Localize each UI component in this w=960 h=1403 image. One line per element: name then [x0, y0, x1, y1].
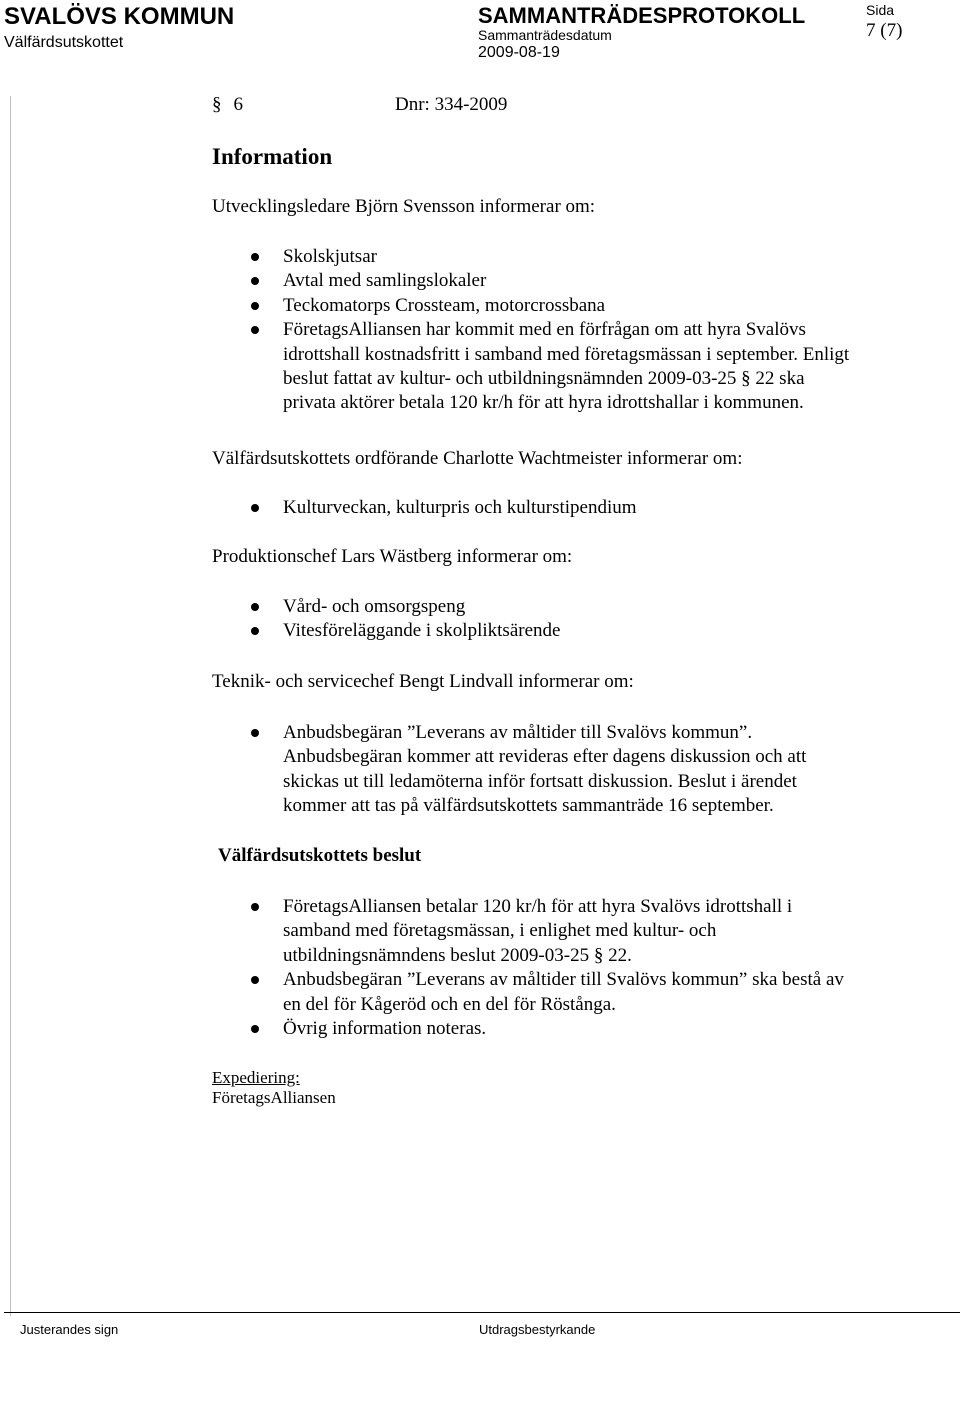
intro-text: Teknik- och servicechef Bengt Lindvall informerar om:	[212, 671, 634, 692]
list-item-line: skickas ut till ledamöterna inför fortsatt diskussion. Beslut i ärendet	[283, 770, 797, 792]
list-item-line: 22 ska	[755, 368, 805, 390]
list-item: Vitesföreläggande i skolpliktsärende	[247, 619, 560, 643]
bullet-list	[247, 245, 849, 416]
list-item-line: Anbudsbegäran ”Leverans av måltider till Svalövs kommun” ska bestå av	[283, 969, 844, 991]
list-item-line: FöretagsAlliansen har kommit med en förfrågan om att hyra Svalövs	[283, 319, 806, 341]
intro-text: Utvecklingsledare Björn Svensson informerar om:	[212, 196, 596, 217]
list-item	[247, 318, 849, 416]
list-item-line: Anbudsbegäran ”Leverans av måltider till Svalövs kommun”.	[283, 722, 753, 743]
list-item: Kulturveckan, kulturpris och kulturstipendium	[247, 496, 637, 520]
list-item-line: privata aktörer betala 120 kr/h för att hyra idrottshallar i kommunen.	[283, 392, 804, 414]
list-item: Teckomatorps Crossteam, motorcrossbana	[247, 294, 849, 318]
list-item-line: 22.	[608, 944, 632, 966]
meeting-date-label: Sammanträdesdatum	[478, 27, 612, 43]
list-item-line: idrottshall kostnadsfritt i samband med företagsmässan i september. Enligt	[283, 343, 850, 365]
list-item: Avtal med samlingslokaler	[247, 269, 849, 293]
list-item: Vård- och omsorgspeng	[247, 595, 560, 619]
section-sign: §	[212, 94, 222, 115]
section-sign: §	[593, 944, 604, 966]
decision-list	[247, 895, 844, 1041]
section-heading: Information	[212, 144, 333, 169]
bullet-list	[247, 595, 560, 644]
bullet-list	[247, 721, 806, 819]
list-item-line: Anbudsbegäran kommer att revideras efter dagens diskussion och att	[283, 746, 807, 768]
signature-label: Justerandes sign	[20, 1322, 119, 1337]
page-number: 7 (7)	[866, 20, 903, 41]
footer-rule	[4, 1312, 960, 1313]
committee-name: Välfärdsutskottet	[4, 34, 124, 51]
list-item-line: en del för Kågeröd och en del för Röstånga.	[283, 993, 616, 1015]
list-item	[247, 895, 844, 968]
list-item-line: kommer att tas på välfärdsutskottets sammanträde 16 september.	[283, 795, 774, 817]
section-sign: §	[741, 368, 751, 390]
document-type: SAMMANTRÄDESPROTOKOLL	[478, 3, 806, 28]
list-item: Övrig information noteras.	[247, 1017, 844, 1041]
list-item-line: FöretagsAlliansen betalar 120 kr/h för att hyra Svalövs idrottshall i	[283, 896, 793, 917]
list-item: Skolskjutsar	[247, 245, 849, 269]
organization-name: SVALÖVS KOMMUN	[4, 3, 235, 30]
extract-certification-label: Utdragsbestyrkande	[479, 1322, 596, 1337]
section-line	[212, 93, 507, 117]
list-item-line: beslut fattat av kultur- och utbildningsnämnden 2009-03-25	[283, 368, 737, 390]
intro-text: Välfärdsutskottets ordförande Charlotte Wachtmeister informerar om:	[212, 448, 743, 469]
case-number: Dnr: 334-2009	[395, 94, 508, 115]
intro-text: Produktionschef Lars Wästberg informerar om:	[212, 546, 573, 567]
meeting-date: 2009-08-19	[478, 44, 560, 61]
list-item	[247, 721, 806, 819]
list-item-line: samband med företagsmässan, i enlighet med kultur- och	[283, 920, 717, 942]
page-label: Sida	[866, 2, 895, 18]
expedition-recipient: FöretagsAlliansen	[212, 1088, 336, 1107]
decision-heading: Välfärdsutskottets beslut	[218, 845, 422, 866]
section-number: 6	[233, 94, 243, 115]
expedition-label: Expediering:	[212, 1068, 300, 1087]
margin-rule	[10, 96, 11, 1316]
bullet-list	[247, 496, 637, 520]
list-item	[247, 968, 844, 1017]
list-item-line: utbildningsnämndens beslut 2009-03-25	[283, 944, 590, 966]
